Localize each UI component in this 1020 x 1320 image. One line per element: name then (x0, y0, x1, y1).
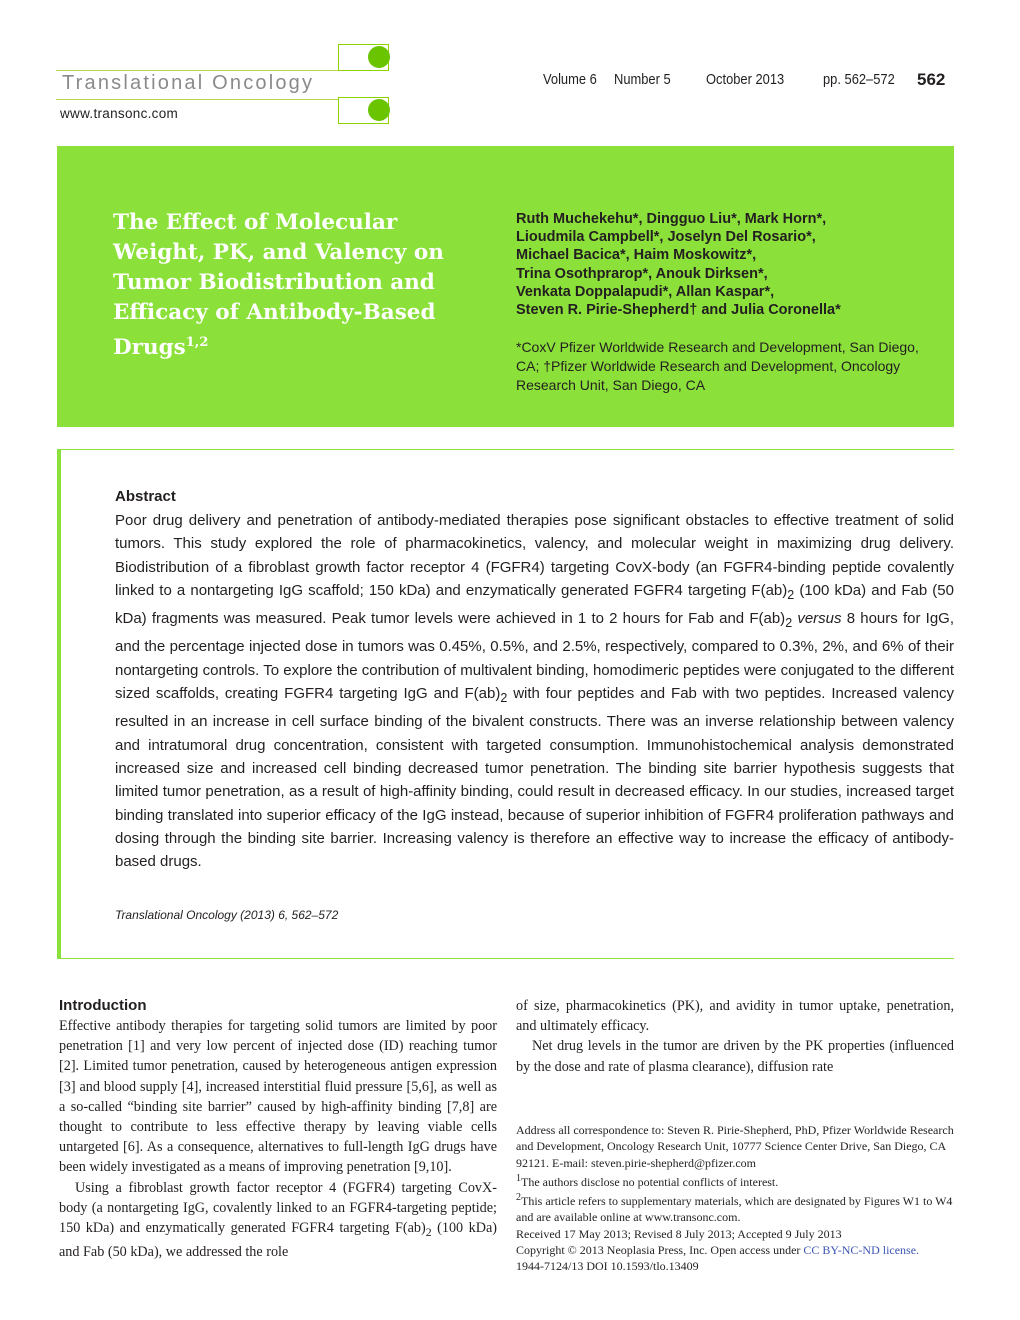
author-line: Michael Bacica*, Haim Moskowitz*, (516, 247, 757, 264)
author-line: Venkata Doppalapudi*, Allan Kaspar*, (516, 283, 775, 300)
abstract-bottom-rule (61, 958, 954, 959)
decorative-dot-icon (368, 46, 390, 68)
issue-date: October 2013 (706, 71, 785, 88)
copyright-block (516, 1242, 954, 1275)
article-title: The Effect of Molecular Weight, PK, and Valency on Tumor Biodistribution and Efficacy of Antibody-Based Drugs$^{1,2}$ (113, 210, 444, 361)
footnotes (516, 1122, 954, 1242)
paragraph: Using a fibroblast growth factor receptor 4 (FGFR4) targeting CovX-body (a nontargeting IgG, covalently linked to an FGFR4-targeting peptide; 150 kDa) and enzymatically generated FGFR4 targeting $F(ab)_2$ (100 kDa) and Fab (50 kDa), we addressed the role (59, 1179, 497, 1261)
body-column-left (59, 1016, 497, 1262)
introduction-heading: Introduction (59, 997, 147, 1014)
author-line: Trina Osothprarop*, Anouk Dirksen*, (516, 265, 768, 282)
abstract-citation: Translational Oncology (2013) 6, 562–572 (115, 908, 339, 922)
received-dates: Received 17 May 2013; Revised 8 July 2013; Accepted 9 July 2013 (516, 1226, 842, 1241)
volume: Volume 6 (543, 71, 597, 88)
abstract-top-rule (61, 449, 954, 450)
author-line: Steven R. Pirie-Shepherd† and Julia Coronella* (516, 302, 841, 319)
author-line: Ruth Muchekehu*, Dingguo Liu*, Mark Horn*, (516, 211, 827, 227)
copyright: Copyright © 2013 Neoplasia Press, Inc. Open access under CC BY-NC-ND license. (516, 1243, 920, 1257)
body-column-right (516, 996, 954, 1077)
paragraph: of size, pharmacokinetics (PK), and avidity in tumor uptake, penetration, and ultimately efficacy. (516, 998, 954, 1035)
paragraph: Effective antibody therapies for targeting solid tumors are limited by poor penetration [1] and very low percent of injected dose (ID) reaching tumor [2]. Limited tumor penetration, caused by heterogeneous antigen expression [3] and blood supply [4], increased interstitial fluid pressure [5,6], as well as a so-called “binding site barrier” caused by high-affinity binding [7,8] are thought to contribute to less effective therapy by leaving viable cells untargeted [6]. As a consequence, alternatives to full-length IgG drugs have been widely investigated as a means of improving penetration [9,10]. (59, 1018, 497, 1176)
decorative-dot-icon (368, 99, 390, 121)
page-range: pp. 562–572 (823, 71, 895, 88)
correspondence-note: Address all correspondence to: Steven R. Pirie-Shepherd, PhD, Pfizer Worldwide Research and Development, Oncology Research Unit, 10777 Science Center Drive, San Diego, CA 92121. E-mail: steven.pirie-shepherd@pfizer.com (516, 1123, 954, 1170)
issue-number: Number 5 (614, 71, 671, 88)
author-line: Lioudmila Campbell*, Joselyn Del Rosario*, (516, 229, 816, 246)
footnote-1: $^1$The authors disclose no potential conflicts of interest. (516, 1172, 779, 1189)
title-footnote-marks: 1,2 (185, 335, 209, 350)
abstract-left-rule (57, 449, 61, 959)
author-list (516, 210, 936, 319)
license-link[interactable]: CC BY-NC-ND license. (803, 1243, 920, 1257)
affiliations: *CoxV Pfizer Worldwide Research and Development, San Diego, CA; †Pfizer Worldwide Research and Development, Oncology Research Unit, San Diego, CA (516, 339, 919, 393)
page-number: 562 (917, 70, 946, 89)
abstract-text: Poor drug delivery and penetration of antibody-mediated therapies pose significant obstacles to effective treatment of solid tumors. This study explored the role of pharmacokinetics, valency, and molecular weight in maximizing drug delivery. Biodistribution of a fibroblast growth factor receptor 4 (FGFR4) targeting CovX-body (an FGFR4-binding peptide covalently linked to a nontargeting IgG scaffold; 150 kDa) and enzymatically generated FGFR4 targeting $F(ab)_2$ (100 kDa) and Fab (50 kDa) fragments was measured. Peak tumor levels were achieved in 1 to 2 hours for Fab and $F(ab)_2$ versus 8 hours for IgG, and the percentage injected dose in tumors was 0.45%, 0.5%, and 2.5%, respectively, compared to 0.3%, 2%, and 6% of their nontargeting controls. To explore the contribution of multivalent binding, homodimeric peptides were conjugated to the different sized scaffolds, creating FGFR4 targeting IgG and $F(ab)_2$ with four peptides and Fab with two peptides. Increased valency resulted in an increase in cell surface binding of the bivalent constructs. There was an inverse relationship between valency and intratumoral drug concentration, consistent with targeted consumption. Immunohistochemical analysis demonstrated increased size and increased cell binding decreased tumor penetration. The binding site barrier hypothesis suggests that limited tumor penetration, as a result of high-affinity binding, could result in decreased efficacy. In our studies, increased target binding translated into superior efficacy of the IgG instead, because of superior inhibition of FGFR4 proliferation pathways and dosing through the binding site barrier. Increasing valency is therefore an effective way to increase the efficacy of antibody-based drugs. (115, 512, 955, 871)
doi: 1944-7124/13 DOI 10.1593/tlo.13409 (516, 1259, 699, 1274)
journal-name: Translational Oncology (62, 72, 315, 94)
journal-url[interactable]: www.transonc.com (60, 106, 179, 121)
footnote-2: $^2$This article refers to supplementary materials, which are designated by Figures W1 to W4 and are available online at www.transonc.com. (516, 1192, 953, 1225)
paragraph: Net drug levels in the tumor are driven by the PK properties (influenced by the dose and rate of plasma clearance), diffusion rate (516, 1038, 954, 1075)
abstract-heading: Abstract (115, 488, 176, 505)
